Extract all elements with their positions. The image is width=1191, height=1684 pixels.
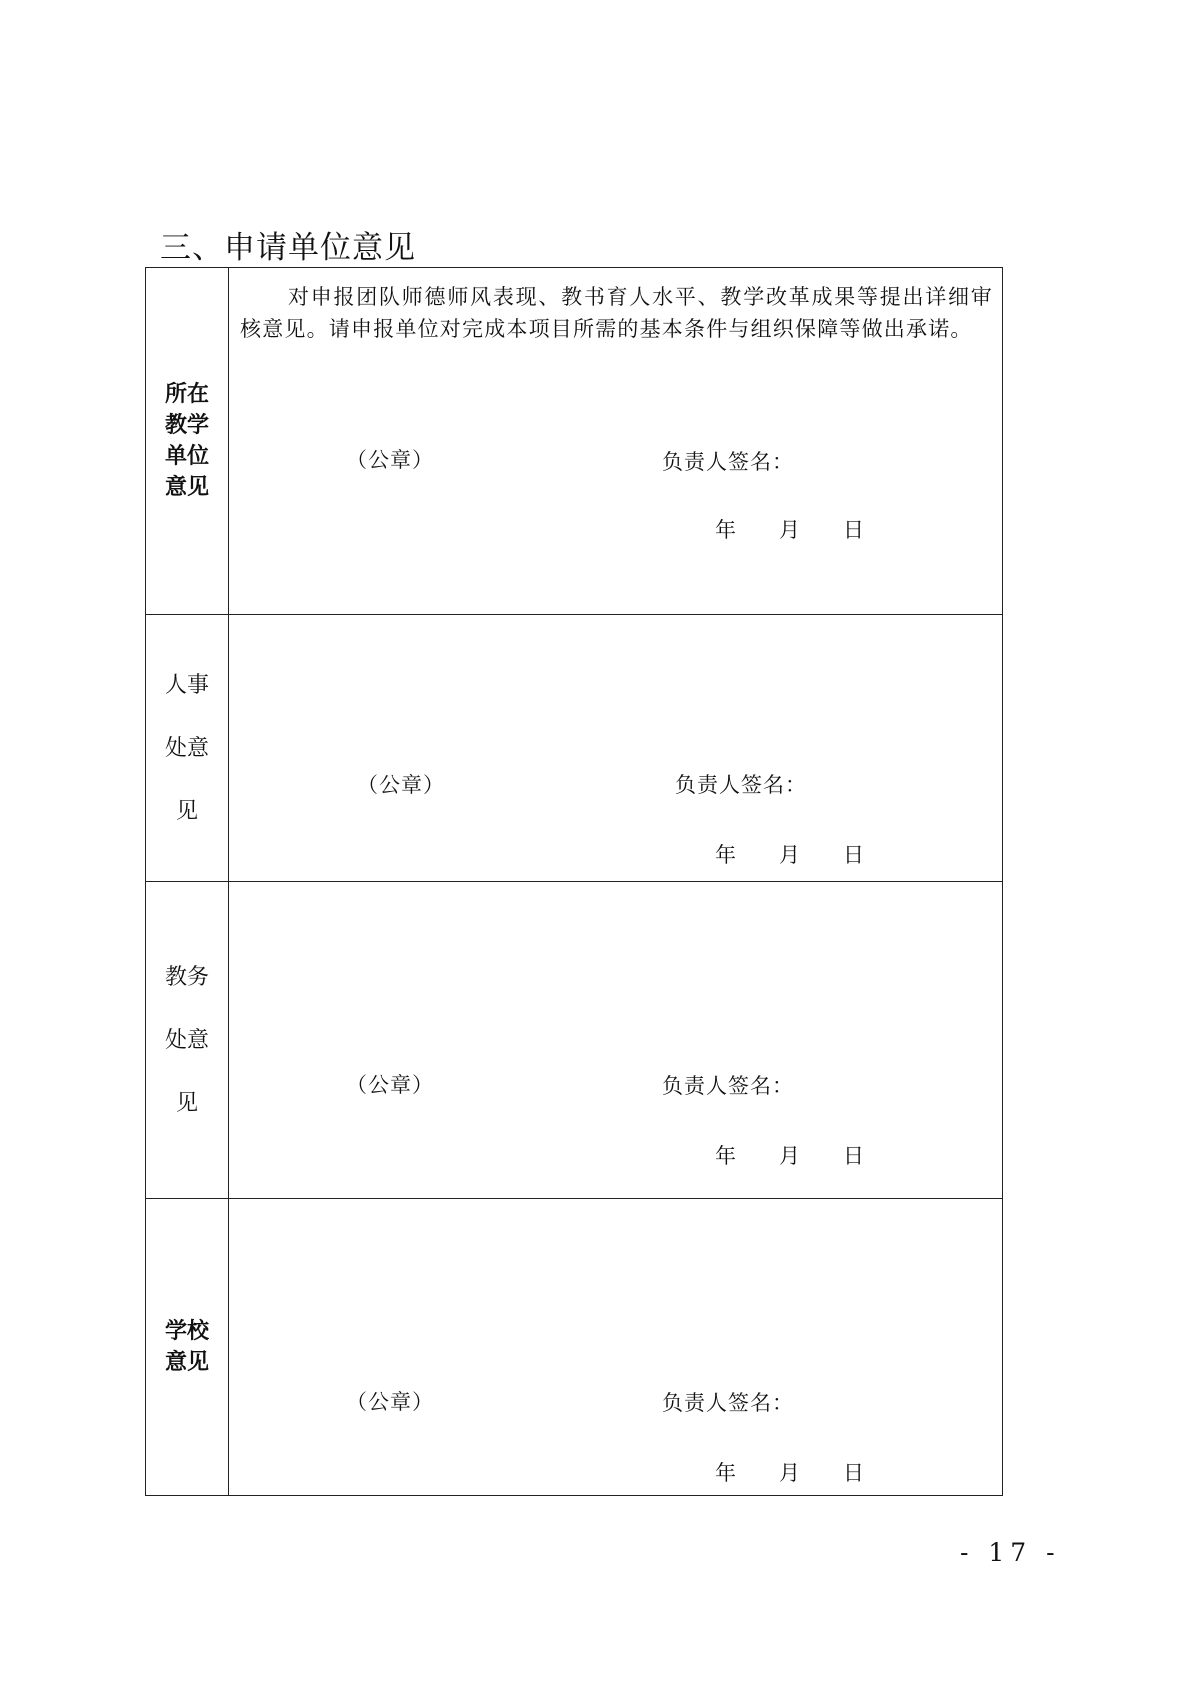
teaching-unit-instruction: 对申报团队师德师风表现、教书育人水平、教学改革成果等提出详细审核意见。请申报单位对完成本项目所需的基本条件与组织保障等做出承诺。 (240, 285, 993, 341)
date-month: 月 (779, 1461, 801, 1485)
personnel-office-label: 人事处意见 (164, 672, 209, 824)
seal-placeholder: （公章） (346, 1390, 434, 1414)
school-label: 学校意见 (164, 1319, 209, 1375)
academic-affairs-opinion-field[interactable] (229, 882, 1003, 1199)
date-year: 年 (715, 1144, 737, 1168)
school-opinion-field[interactable] (229, 1199, 1003, 1496)
seal-placeholder: （公章） (346, 1073, 434, 1097)
signature-label: 负责人签名： (675, 773, 807, 797)
signature-label: 负责人签名： (662, 1391, 794, 1415)
seal-placeholder: （公章） (346, 448, 434, 472)
teaching-unit-opinion-field[interactable] (229, 268, 1003, 615)
date-line (715, 1140, 865, 1170)
page-number: - 17 - (960, 1538, 1061, 1567)
personnel-office-label-cell (146, 615, 229, 882)
academic-affairs-label-cell (146, 882, 229, 1199)
teaching-unit-label: 所在教学单位意见 (164, 382, 209, 500)
date-line (715, 839, 865, 869)
signature-label: 负责人签名： (662, 450, 794, 474)
date-day: 日 (843, 843, 865, 867)
opinions-table (145, 267, 1003, 1496)
teaching-unit-label-cell (146, 268, 229, 615)
date-month: 月 (779, 518, 801, 542)
school-row (146, 1199, 1003, 1496)
school-label-cell (146, 1199, 229, 1496)
teaching-unit-row (146, 268, 1003, 615)
date-day: 日 (843, 1461, 865, 1485)
date-day: 日 (843, 518, 865, 542)
academic-affairs-row (146, 882, 1003, 1199)
date-year: 年 (715, 1461, 737, 1485)
section-title: 三、申请单位意见 (160, 230, 416, 266)
personnel-office-row (146, 615, 1003, 882)
date-line (715, 514, 865, 544)
date-year: 年 (715, 843, 737, 867)
date-line (715, 1457, 865, 1487)
date-month: 月 (779, 1144, 801, 1168)
seal-placeholder: （公章） (357, 773, 445, 797)
signature-label: 负责人签名： (662, 1074, 794, 1098)
date-day: 日 (843, 1144, 865, 1168)
personnel-office-opinion-field[interactable] (229, 615, 1003, 882)
date-year: 年 (715, 518, 737, 542)
date-month: 月 (779, 843, 801, 867)
academic-affairs-label: 教务处意见 (164, 964, 209, 1116)
